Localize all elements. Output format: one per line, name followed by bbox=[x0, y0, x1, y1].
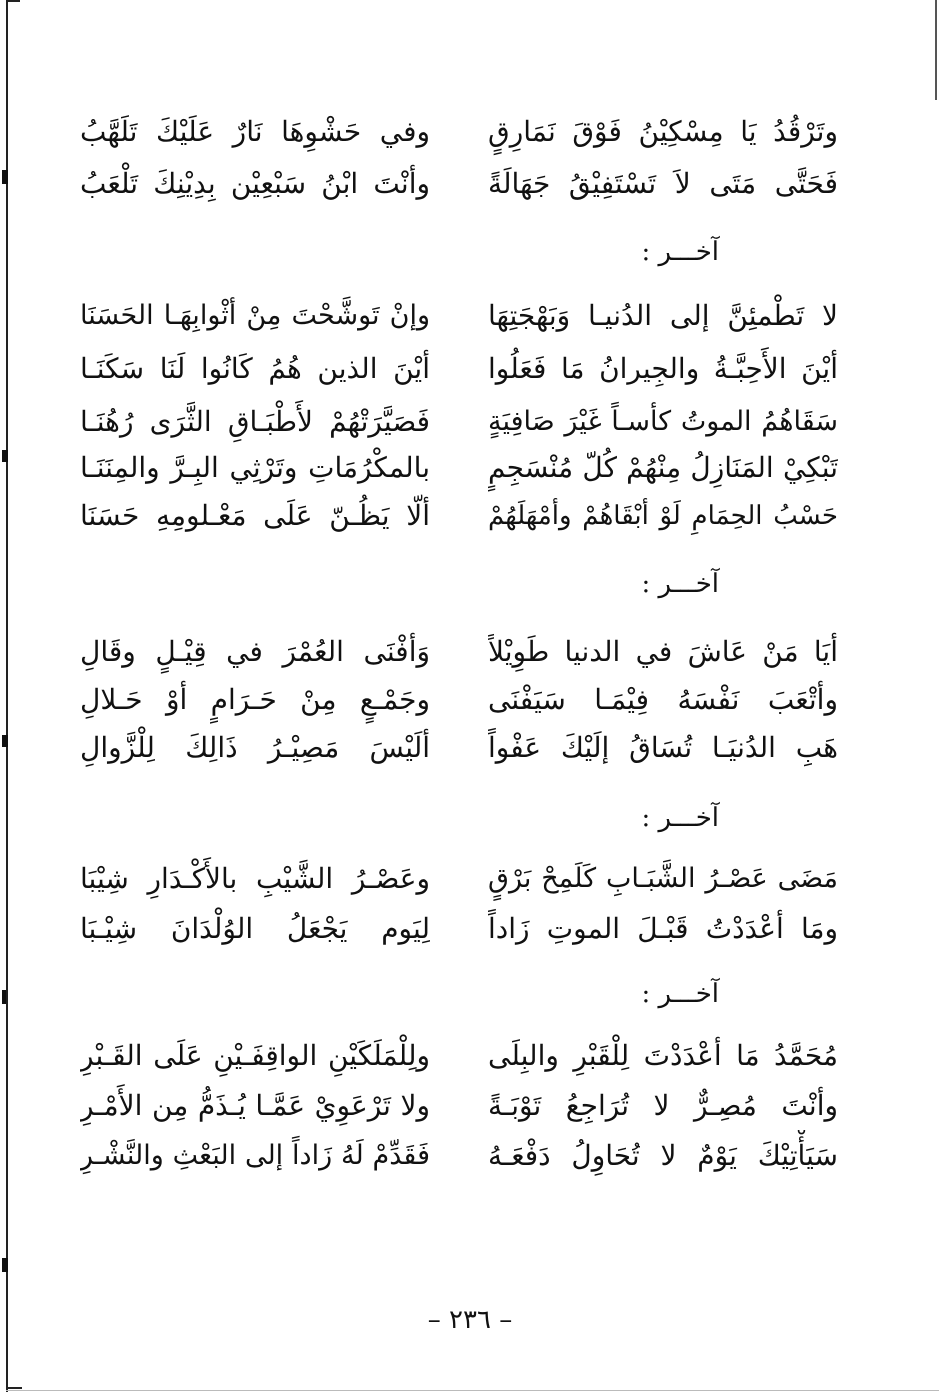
verse-first-hemistich: أيَا مَنْ عَاشَ في الدنيا طَوِيْلاً bbox=[488, 635, 838, 668]
binding-mark bbox=[2, 735, 8, 747]
verse-second-hemistich: وَأفْنَى العُمْرَ في قِيْـلٍ وقَالِ bbox=[80, 635, 430, 668]
verse-second-hemistich: ولِلْمَلَكَيْنِ الواقِفَـيْنِ عَلَى القَـبْرِ bbox=[80, 1039, 430, 1072]
verse-first-hemistich: فَحَتَّى مَتَى لاَ تَسْتَفِيْقُ جَهَالَةً bbox=[488, 167, 838, 200]
verse-first-hemistich: وأتْعَبَ نَفْسَهُ فِيْمَـا سَيَفْنَى bbox=[488, 683, 838, 716]
section-heading: آخـــر : bbox=[641, 569, 719, 599]
verse-first-hemistich: سَيَأْتِيْكَ يَوْمٌ لا تُحَاوِلُ دَفْعَـهُ bbox=[488, 1139, 838, 1172]
verse bbox=[80, 442, 838, 494]
scan-edge-rule bbox=[6, 0, 8, 1392]
binding-mark bbox=[2, 990, 6, 1004]
verse bbox=[80, 1030, 838, 1082]
scan-edge-tick bbox=[6, 0, 20, 2]
verse-second-hemistich: وإنْ تَوشَّحْتَ مِنْ أثْوابِهَـا الحَسَنَا bbox=[80, 300, 430, 331]
verse bbox=[80, 674, 838, 726]
verse bbox=[80, 343, 838, 395]
verse bbox=[80, 853, 838, 905]
verse bbox=[80, 158, 838, 210]
verse bbox=[80, 106, 838, 158]
verse bbox=[80, 290, 838, 342]
verse-second-hemistich: بالمكْرُمَاتِ وتَرْثِي البِـرَّ والمِنَنَـا bbox=[80, 451, 430, 484]
verse-first-hemistich: حَسْبُ الحِمَامِ لَوْ أبْقَاهُمْ وأمْهَلَهُمْ bbox=[488, 501, 838, 531]
section-heading: آخـــر : bbox=[641, 237, 719, 267]
verse-second-hemistich: لِيَوم يَجْعَلُ الوُلْدَانَ شِيْـبَا bbox=[80, 912, 430, 945]
verse-first-hemistich: سَقَاهُمُ الموتُ كأسـاً غَيْرَ صَافِيَةٍ bbox=[488, 406, 838, 437]
verse-first-hemistich: وتَرْقُدُ يَا مِسْكِيْنُ فَوْقَ نَمَارِقٍ bbox=[488, 115, 838, 148]
section-heading: آخـــر : bbox=[641, 803, 719, 833]
scan-edge-rule-right bbox=[935, 0, 937, 100]
verse bbox=[80, 1130, 838, 1182]
verse-first-hemistich: مُحَمَّدُ مَا أعْدَدْتَ لِلْقَبْرِ والبِلَى bbox=[488, 1039, 838, 1072]
verse-first-hemistich: ومَا أعْدَدْتُ قَبْـلَ الموتِ زَاداً bbox=[488, 912, 838, 945]
verse-second-hemistich: أيْنَ الذين هُمُ كَانُوا لَنَا سَكَنَـا bbox=[80, 352, 430, 385]
scan-edge-bottom bbox=[6, 1390, 939, 1391]
verse-first-hemistich: تَبْكِيْ المَنَازِلُ مِنْهُمْ كُلّ مُنْسَجِمٍ bbox=[488, 451, 838, 484]
scan-edge-tick bbox=[6, 1387, 22, 1389]
page-number: – ٢٣٦ – bbox=[427, 1305, 513, 1335]
binding-mark bbox=[2, 450, 8, 462]
verse-first-hemistich: لا تَطْمئِنَّ إلى الدُنيـا وَبَهْجَتِهَا bbox=[488, 299, 838, 332]
verse-second-hemistich: وأنْتَ ابْنُ سَبْعِيْن بِدِيْنِكَ تَلْعَبُ bbox=[80, 167, 430, 200]
verse bbox=[80, 396, 838, 448]
verse-first-hemistich: أيْنَ الأَحِبَّـةُ والجِيرانُ مَا فَعَلُوا bbox=[488, 352, 838, 385]
verse-second-hemistich: ألَيْسَ مَصِيْـرُ ذَالِكَ لِلْزَّوالِ bbox=[80, 731, 430, 764]
verse-first-hemistich: وأنْتَ مُصِـرٌّ لا تُرَاجِعُ تَوْبَـةً bbox=[488, 1089, 838, 1122]
verse bbox=[80, 626, 838, 678]
verse bbox=[80, 1080, 838, 1132]
verse-second-hemistich: فَقَدِّمْ لَهُ زَاداً إلى البَعْثِ والنَّشْـرِ bbox=[80, 1140, 430, 1171]
verse-second-hemistich: فَصَيَّرَتْهُمْ لأَطْبَـاقِ الثَّرَى رُهُنَـا bbox=[80, 405, 430, 438]
verse-second-hemistich: وعَصْـرُ الشَّيْبِ بالأَكْـدَارِ شِيْبَا bbox=[80, 862, 430, 895]
binding-mark bbox=[2, 1258, 8, 1272]
section-heading: آخـــر : bbox=[641, 979, 719, 1009]
binding-mark bbox=[2, 170, 8, 184]
verse bbox=[80, 490, 838, 542]
verse-second-hemistich: وفي حَشْوِهَا نَارٌ عَلَيْكَ تَلَهَّبُ bbox=[80, 115, 430, 148]
verse-second-hemistich: ولا تَرْعَوِيْ عَمَّـا يُـذَمُّ مِن الأَمْـرِ bbox=[80, 1089, 430, 1122]
verse-second-hemistich: وجَمْـعٍ مِنْ حَـرَامٍ أوْ حَـلالِ bbox=[80, 683, 430, 716]
verse-first-hemistich: هَبِ الدُنيَـا تُسَاقُ إلَيْكَ عَفْواً bbox=[488, 731, 838, 764]
verse-second-hemistich: ألّا يَظُـنّ عَلَى مَعْـلومِهِ حَسَنَا bbox=[80, 499, 430, 532]
verse-first-hemistich: مَضَى عَصْـرُ الشَّبَـابِ كَلَمِحْ بَرْقٍ bbox=[488, 863, 838, 894]
verse bbox=[80, 722, 838, 774]
verse bbox=[80, 903, 838, 955]
